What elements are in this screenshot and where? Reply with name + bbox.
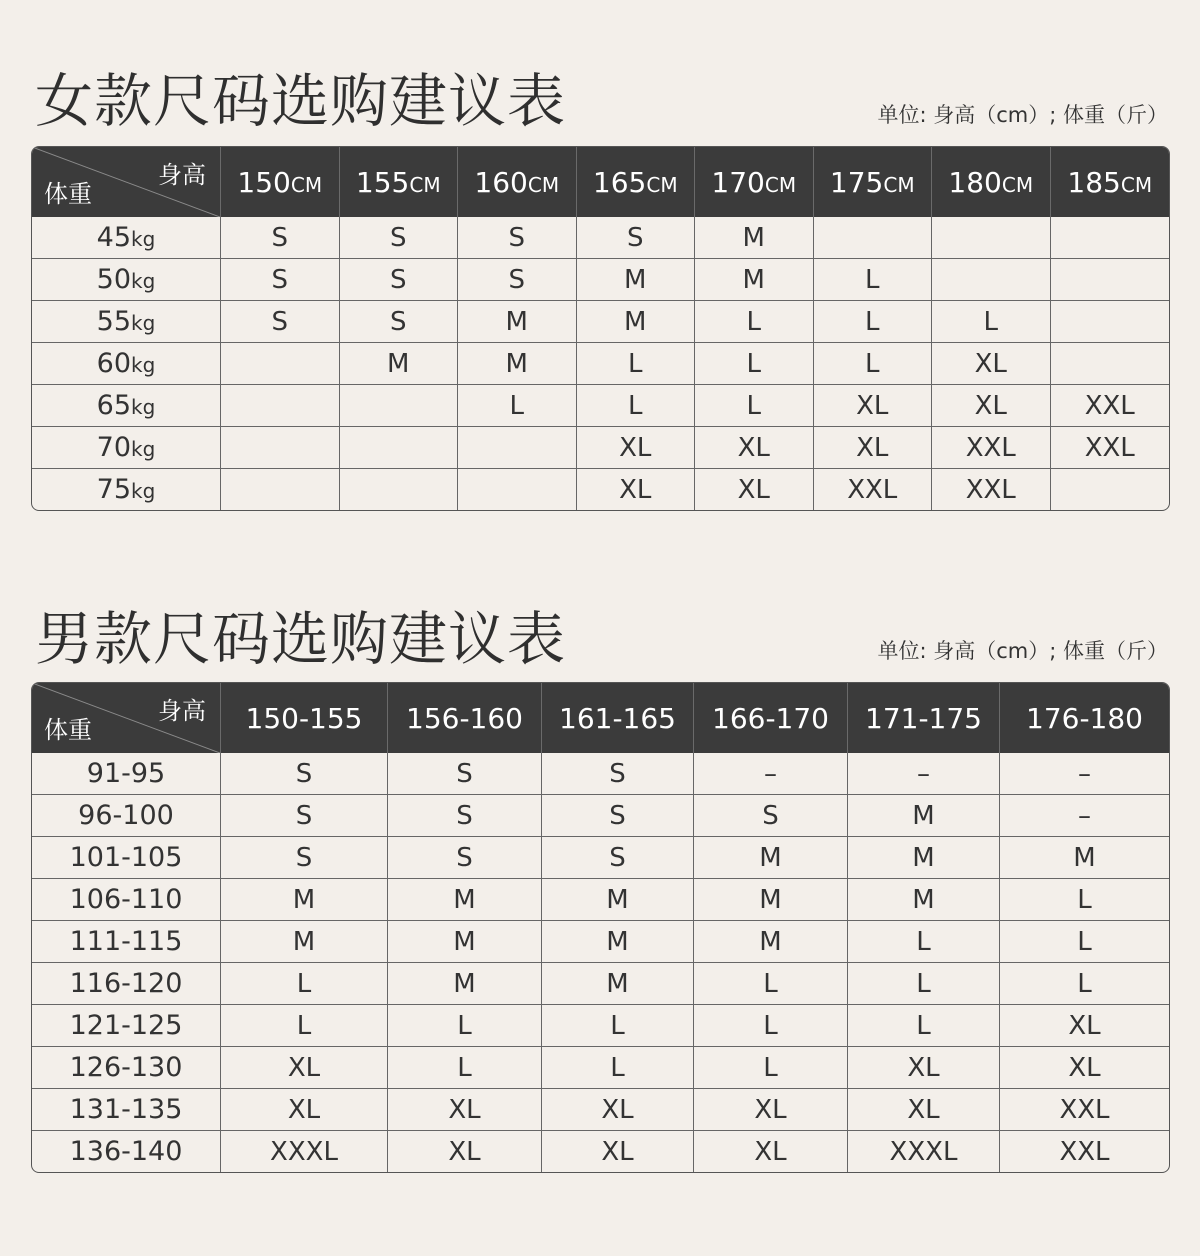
size-cell: [1051, 258, 1170, 300]
size-cell: XL: [221, 1046, 388, 1088]
size-cell: M: [694, 836, 848, 878]
size-cell: M: [221, 920, 388, 962]
height-value: 180: [948, 165, 1002, 199]
size-cell: M: [542, 920, 694, 962]
size-cell: S: [340, 258, 459, 300]
size-cell: [221, 426, 340, 468]
weight-row-header: 131-135: [32, 1088, 221, 1130]
table-row: [32, 878, 1169, 920]
table-row: [32, 920, 1169, 962]
size-cell: XXXL: [221, 1130, 388, 1172]
height-value: 185: [1067, 165, 1121, 199]
men-height-header: 161-165: [542, 683, 694, 753]
table-row: [32, 426, 1169, 468]
size-cell: [1051, 300, 1170, 342]
size-cell: S: [340, 217, 459, 258]
women-height-header: [458, 147, 577, 217]
size-cell: [340, 468, 459, 510]
size-cell: L: [932, 300, 1051, 342]
height-value: 155: [355, 165, 410, 199]
size-cell: M: [577, 300, 696, 342]
size-cell: S: [388, 753, 542, 794]
weight-value: 45: [96, 222, 132, 253]
women-height-header: [577, 147, 696, 217]
women-size-chart-title: 女款尺码选购建议表: [35, 67, 567, 135]
size-cell: [221, 384, 340, 426]
size-cell: L: [388, 1046, 542, 1088]
weight-row-header: 101-105: [32, 836, 221, 878]
size-cell: XL: [388, 1088, 542, 1130]
women-height-header: [221, 147, 340, 217]
men-unit-note: 单位: 身高（cm）; 体重（斤）: [877, 639, 1168, 663]
size-cell: –: [848, 753, 1000, 794]
size-cell: L: [694, 1046, 848, 1088]
size-cell: M: [1000, 836, 1169, 878]
men-height-header: 150-155: [221, 683, 388, 753]
corner-height-label: 身高: [158, 697, 206, 725]
table-row: [32, 1088, 1169, 1130]
size-cell: L: [1000, 962, 1169, 1004]
size-cell: –: [694, 753, 848, 794]
size-cell: [221, 468, 340, 510]
size-cell: S: [221, 258, 340, 300]
size-cell: XXXL: [848, 1130, 1000, 1172]
men-height-header: 171-175: [848, 683, 1000, 753]
size-cell: XL: [542, 1130, 694, 1172]
size-cell: S: [221, 753, 388, 794]
size-cell: XL: [577, 426, 696, 468]
men-header-row: [32, 683, 1169, 753]
size-cell: S: [542, 836, 694, 878]
weight-row-header: 96-100: [32, 794, 221, 836]
size-cell: M: [695, 217, 814, 258]
size-cell: L: [814, 300, 933, 342]
size-cell: L: [221, 1004, 388, 1046]
size-cell: L: [694, 1004, 848, 1046]
size-cell: L: [458, 384, 577, 426]
size-cell: XXL: [1000, 1130, 1169, 1172]
table-row: [32, 1004, 1169, 1046]
women-height-header: [1051, 147, 1170, 217]
size-cell: [340, 384, 459, 426]
size-cell: XL: [221, 1088, 388, 1130]
size-cell: [814, 217, 933, 258]
table-row: [32, 217, 1169, 258]
size-cell: M: [848, 794, 1000, 836]
size-cell: L: [848, 920, 1000, 962]
table-row: [32, 753, 1169, 794]
table-row: [32, 258, 1169, 300]
size-cell: –: [1078, 758, 1091, 789]
table-row: [32, 342, 1169, 384]
weight-unit: kg: [131, 395, 156, 419]
weight-row-header: [32, 300, 221, 342]
size-cell: M: [542, 878, 694, 920]
size-cell: S: [694, 794, 848, 836]
weight-unit: kg: [131, 269, 156, 293]
table-row: [32, 962, 1169, 1004]
size-cell: L: [1000, 920, 1169, 962]
weight-value: 75: [96, 474, 132, 505]
size-cell: L: [542, 1004, 694, 1046]
size-cell: M: [340, 342, 459, 384]
size-cell: [1051, 217, 1170, 258]
women-size-table: [31, 146, 1170, 511]
size-cell: S: [221, 217, 340, 258]
size-cell: L: [542, 1046, 694, 1088]
weight-value: 50: [96, 264, 132, 295]
size-cell: M: [388, 878, 542, 920]
size-cell: XL: [1000, 1046, 1169, 1088]
weight-row-header: 116-120: [32, 962, 221, 1004]
size-cell: [221, 342, 340, 384]
women-header-row: [32, 147, 1169, 217]
size-cell: [1051, 468, 1170, 510]
table-row: [32, 468, 1169, 510]
weight-row-header: 91-95: [32, 753, 221, 794]
women-unit-note: 单位: 身高（cm）; 体重（斤）: [877, 103, 1168, 127]
size-cell: S: [221, 794, 388, 836]
weight-row-header: [32, 258, 221, 300]
size-cell: XXL: [932, 426, 1051, 468]
height-unit: CM: [883, 172, 915, 197]
weight-value: 60: [96, 348, 132, 379]
size-cell: XXL: [932, 468, 1051, 510]
size-cell: L: [814, 258, 933, 300]
weight-value: 55: [96, 306, 132, 337]
size-cell: [932, 258, 1051, 300]
women-height-header: [932, 147, 1051, 217]
size-cell: S: [577, 217, 696, 258]
size-cell: XL: [848, 1088, 1000, 1130]
table-row: [32, 836, 1169, 878]
height-unit: CM: [1001, 172, 1034, 197]
weight-row-header: 111-115: [32, 920, 221, 962]
women-corner-header: [32, 147, 221, 217]
size-cell: XL: [814, 384, 933, 426]
size-cell: XXL: [1051, 384, 1170, 426]
weight-unit: kg: [131, 353, 156, 377]
weight-unit: kg: [131, 311, 156, 335]
size-cell: XL: [388, 1130, 542, 1172]
corner-weight-label: 体重: [44, 180, 92, 208]
size-cell: [458, 468, 577, 510]
size-cell: L: [848, 1004, 1000, 1046]
size-cell: [340, 426, 459, 468]
size-cell: M: [577, 258, 696, 300]
size-cell: S: [542, 794, 694, 836]
size-cell: XL: [932, 342, 1051, 384]
size-cell: M: [848, 878, 1000, 920]
height-unit: CM: [764, 172, 797, 197]
size-cell: [458, 426, 577, 468]
height-value: 150: [237, 165, 291, 199]
weight-row-header: 106-110: [32, 878, 221, 920]
men-height-header: 176-180: [1000, 683, 1169, 753]
weight-row-header: 136-140: [32, 1130, 221, 1172]
size-cell: L: [577, 342, 696, 384]
men-height-header: 166-170: [694, 683, 848, 753]
table-row: [32, 1046, 1169, 1088]
height-unit: CM: [527, 172, 560, 197]
height-unit: CM: [409, 172, 441, 197]
corner-weight-label: 体重: [44, 716, 92, 744]
weight-value: 70: [96, 432, 132, 463]
size-cell: XL: [848, 1046, 1000, 1088]
size-cell: L: [694, 962, 848, 1004]
size-cell: XL: [695, 426, 814, 468]
women-height-header: [340, 147, 459, 217]
weight-row-header: [32, 426, 221, 468]
size-cell: L: [695, 384, 814, 426]
weight-row-header: [32, 468, 221, 510]
size-cell: S: [221, 836, 388, 878]
height-unit: CM: [290, 172, 323, 197]
height-value: 175: [829, 165, 884, 199]
weight-unit: kg: [131, 437, 156, 461]
size-cell: L: [388, 1004, 542, 1046]
size-cell: XXL: [1051, 426, 1170, 468]
men-corner-header: [32, 683, 221, 753]
table-row: [32, 384, 1169, 426]
men-size-chart-title: 男款尺码选购建议表: [35, 605, 567, 673]
size-cell: XL: [1000, 1004, 1169, 1046]
size-cell: M: [388, 962, 542, 1004]
size-cell: S: [388, 794, 542, 836]
size-cell: XL: [542, 1088, 694, 1130]
size-cell: L: [221, 962, 388, 1004]
weight-row-header: 126-130: [32, 1046, 221, 1088]
size-cell: XL: [577, 468, 696, 510]
size-cell: M: [458, 300, 577, 342]
women-height-header: [814, 147, 933, 217]
height-unit: CM: [646, 172, 678, 197]
height-value: 160: [474, 165, 528, 199]
corner-height-label: 身高: [158, 161, 206, 189]
table-row: [32, 300, 1169, 342]
size-cell: M: [542, 962, 694, 1004]
size-cell: M: [221, 878, 388, 920]
size-cell: XL: [695, 468, 814, 510]
size-cell: XL: [694, 1088, 848, 1130]
size-cell: S: [542, 753, 694, 794]
size-cell: S: [388, 836, 542, 878]
table-row: [32, 794, 1169, 836]
size-cell: [932, 217, 1051, 258]
weight-unit: kg: [131, 479, 156, 503]
size-cell: M: [695, 258, 814, 300]
size-cell: S: [458, 217, 577, 258]
height-value: 165: [592, 165, 647, 199]
height-value: 170: [711, 165, 765, 199]
women-height-header: [695, 147, 814, 217]
size-cell: M: [848, 836, 1000, 878]
size-cell: L: [848, 962, 1000, 1004]
weight-row-header: 121-125: [32, 1004, 221, 1046]
size-cell: L: [577, 384, 696, 426]
size-cell: M: [694, 878, 848, 920]
size-cell: L: [695, 342, 814, 384]
height-unit: CM: [1120, 172, 1153, 197]
size-cell: XL: [932, 384, 1051, 426]
weight-value: 65: [96, 390, 132, 421]
size-cell: XL: [814, 426, 933, 468]
size-cell: XL: [694, 1130, 848, 1172]
size-cell: M: [388, 920, 542, 962]
weight-row-header: [32, 217, 221, 258]
size-cell: L: [814, 342, 933, 384]
size-cell: XXL: [814, 468, 933, 510]
size-cell: M: [694, 920, 848, 962]
size-cell: S: [458, 258, 577, 300]
size-cell: [1051, 342, 1170, 384]
size-cell: XXL: [1000, 1088, 1169, 1130]
size-cell: –: [1000, 794, 1169, 836]
weight-unit: kg: [131, 227, 156, 251]
size-cell: S: [221, 300, 340, 342]
size-cell: L: [695, 300, 814, 342]
size-cell: M: [458, 342, 577, 384]
weight-row-header: [32, 384, 221, 426]
table-row: [32, 1130, 1169, 1172]
size-cell: L: [1000, 878, 1169, 920]
size-cell: S: [340, 300, 459, 342]
men-size-table: [31, 682, 1170, 1173]
weight-row-header: [32, 342, 221, 384]
men-height-header: 156-160: [388, 683, 542, 753]
